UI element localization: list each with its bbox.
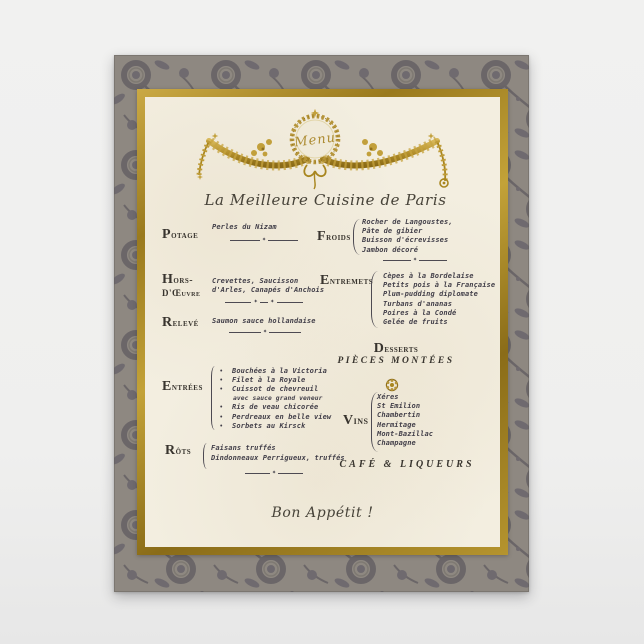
rots-bracket-line [203, 443, 208, 469]
bullet-icon: • [220, 422, 223, 430]
bullet-icon: • [220, 368, 223, 375]
menu-magnet-card [114, 55, 529, 592]
releve-item: Saumon sauce hollandaise [212, 317, 316, 325]
divider [230, 238, 298, 243]
section-label-hors-doeuvre-line2: D'Œuvre [162, 288, 201, 298]
divider-ornament-icon: ✦ [253, 299, 258, 305]
froids-brace [353, 219, 360, 255]
divider [383, 258, 447, 263]
menu-tagline: La Meilleure Cuisine de Paris [204, 191, 447, 209]
bullet-icon: • [220, 404, 223, 412]
section-label-desserts: Desserts [373, 341, 419, 356]
entremets-brace [371, 271, 378, 328]
rots-items: Faisans truffés Dindonneaux Perrigueux, truffés [211, 444, 345, 462]
bon-appetit-text: Bon Appétit ! [271, 505, 374, 521]
section-label-entremets: Entremets [320, 273, 374, 288]
vins-items: Xéres St Emilion Chambertin Hermitage Mont-Bazillac Champagne [377, 393, 434, 448]
menu-medallion-text: Menu [293, 130, 337, 151]
section-label-hors-doeuvre: Hors- [162, 272, 194, 287]
gold-garland-ornament [195, 109, 451, 191]
entrees-bracket-line [211, 366, 216, 430]
bullet-icon: • [220, 377, 223, 385]
divider-ornament-icon: ✦ [270, 299, 275, 305]
divider [229, 330, 301, 335]
menu-paper [145, 97, 500, 547]
bullet-icon: • [220, 386, 223, 394]
section-label-potage: Potage [162, 227, 199, 242]
froids-items: Rocher de Langoustes, Pâte de gibier Buisson d'écrevisses Jambon décoré [362, 218, 453, 254]
menu-medallion [292, 109, 338, 162]
section-label-releve: Relevé [162, 315, 199, 330]
hors-doeuvre-items: Crevettes, Saucisson d'Arles, Canapés d'Anchois [212, 277, 325, 295]
cafe-liqueurs-text: CAFÉ & LIQUEURS [339, 459, 475, 470]
entremets-items: Cèpes à la Bordelaise Petits pois à la Française Plum-pudding diplomate Turbans d'ananas Poires à la Condé Gelée de fruits [383, 272, 496, 327]
divider [225, 300, 303, 305]
desserts-subtitle: PIÈCES MONTÉES [337, 356, 455, 366]
floral-rosette-icon [385, 378, 399, 392]
divider-ornament-icon: ✦ [262, 329, 268, 335]
section-label-rots: Rôts [165, 443, 192, 458]
bullet-icon: • [220, 413, 223, 421]
entrees-note: avec sauce grand veneur [233, 394, 323, 402]
potage-item: Perles du Nizam [212, 223, 277, 231]
divider-ornament-icon: ✦ [271, 470, 277, 476]
divider [245, 471, 303, 476]
section-label-entrees: Entrées [162, 379, 203, 394]
divider-ornament-icon: ✦ [261, 237, 267, 243]
gold-frame [137, 89, 508, 555]
section-label-froids: Froids [317, 229, 351, 244]
section-label-vins: Vins [343, 413, 369, 428]
divider-ornament-icon: ✦ [412, 257, 418, 263]
entrees-items: • Bouchées à la Victoria • Filet à la Royale • Cuissot de chevreuil avec sauce grand veneur • Ris de veau chicorée • Perdreaux en belle view • Sorbets au Kirsck [220, 367, 332, 430]
